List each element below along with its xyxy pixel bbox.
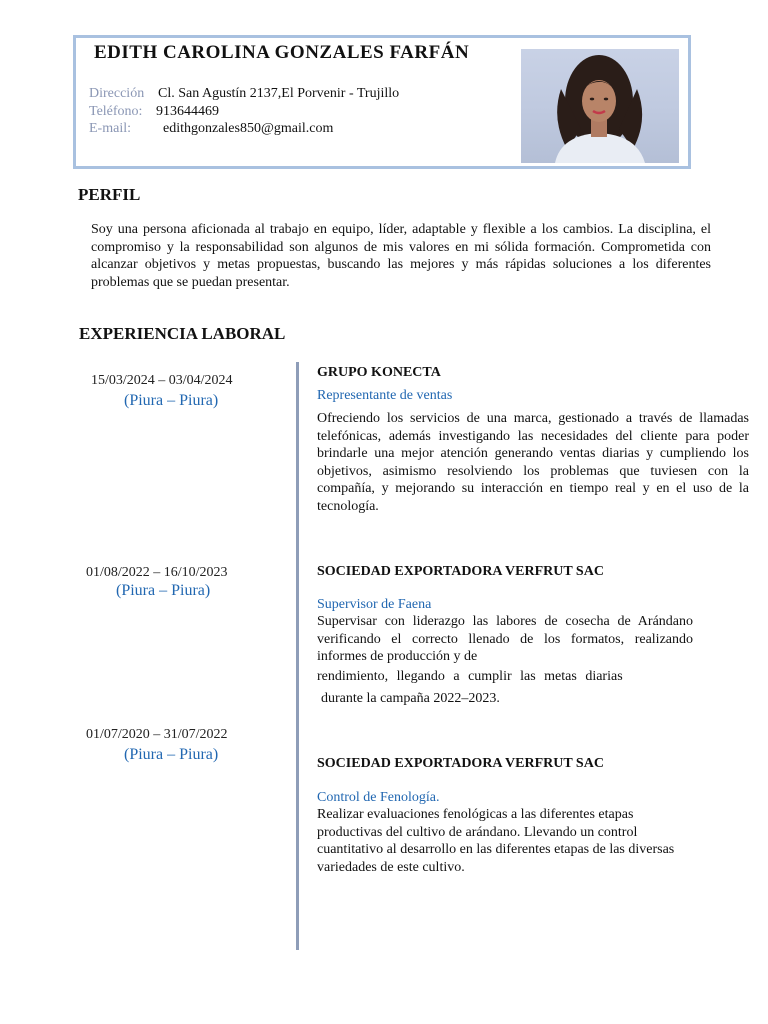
address-row [89,86,400,102]
job-2-role: Supervisor de Faena [317,597,432,612]
job-2-dates: 01/08/2022 – 16/10/2023 [86,565,228,580]
job-2-description-2: rendimiento, llegando a cumplir las metas diarias [317,669,623,684]
profile-photo-illustration [521,49,679,163]
email-value: edithgonzales850@gmail.com [163,121,334,136]
perfil-title: PERFIL [78,185,141,204]
job-3-dates: 01/07/2020 – 31/07/2022 [86,727,228,742]
job-1-description: Ofreciendo los servicios de una marca, gestionado a través de llamadas telefónicas, además investigando las necesidades del cliente para poder brindarle una mejor atención generando ventas diarias y cumpliendo los objetivos, asimismo resolviendo los problemas que tuviesen con la compañía, y mejorando su interacción en tiempo real y en el uso de la tecnología. [317,411,749,514]
job-1-dates: 15/03/2024 – 03/04/2024 [91,373,233,388]
job-2-company: SOCIEDAD EXPORTADORA VERFRUT SAC [317,564,604,579]
profile-photo [521,49,679,163]
timeline-line [296,362,299,950]
phone-label: Teléfono: [89,104,143,119]
experiencia-title: EXPERIENCIA LABORAL [79,324,286,343]
email-label: E-mail: [89,121,131,136]
job-2-description-3: durante la campaña 2022–2023. [321,691,500,706]
job-3-role: Control de Fenología. [317,790,440,805]
job-1-role: Representante de ventas [317,388,453,403]
job-1-company: GRUPO KONECTA [317,365,441,380]
job-2-place: (Piura – Piura) [116,582,211,599]
phone-value: 913644469 [156,104,219,119]
job-2-description-1: Supervisar con liderazgo las labores de cosecha de Arándano verificando el correcto llenado de los formatos, realizando informes de producción y de [317,614,693,664]
job-3-description: Realizar evaluaciones fenológicas a las diferentes etapas productivas del cultivo de arándano. Llevando un control cuantitativo al desarrollo en las diferentes etapas de las diversas variedades de este cultivo. [317,807,675,875]
job-3-place: (Piura – Piura) [124,746,219,763]
candidate-name: EDITH CAROLINA GONZALES FARFÁN [94,42,470,63]
address-value: Cl. San Agustín 2137,El Porvenir - Trujillo [158,86,400,101]
phone-row [89,104,219,120]
address-label: Dirección [89,86,145,101]
perfil-text: Soy una persona aficionada al trabajo en equipo, líder, adaptable y flexible a los cambios. La disciplina, el compromiso y la responsabilidad son algunos de mis valores en mi sólida formación. Comprometida con alcanzar objetivos y metas propuestas, buscando las mejores y más rápidas soluciones a los diferentes problemas que se puedan presentar. [91,222,711,290]
job-3-company: SOCIEDAD EXPORTADORA VERFRUT SAC [317,756,604,771]
job-1-place: (Piura – Piura) [124,392,219,409]
email-row [89,121,334,137]
